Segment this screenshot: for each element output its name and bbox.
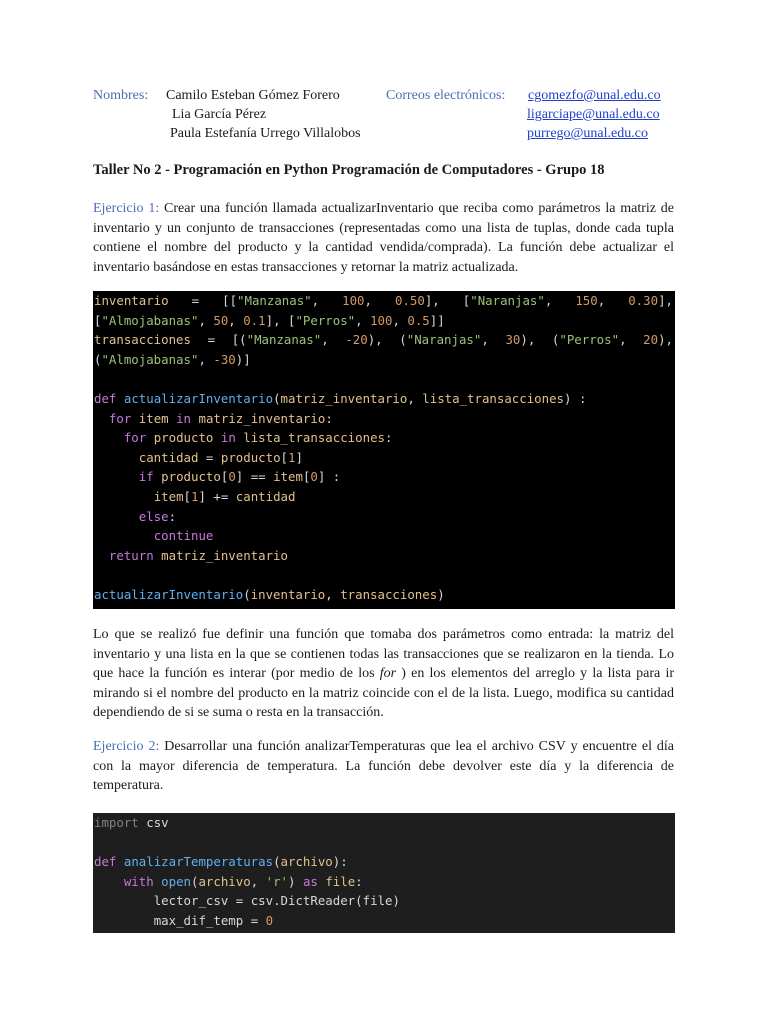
exercise-2-label: Ejercicio 2: <box>93 739 160 754</box>
code1-line-5 <box>94 369 673 389</box>
code1-line-4: ("Almojabanas", -30)] <box>94 351 251 367</box>
name-1: Camilo Esteban Gómez Forero <box>166 88 340 103</box>
code2-line-3: def analizarTemperaturas(archivo): <box>94 854 348 870</box>
code1-line-6: def actualizarInventario(matriz_inventario, lista_transacciones) : <box>94 390 587 406</box>
code1-line-2: ["Almojabanas", 50, 0.1], ["Perros", 100, 0.5]] <box>94 312 445 328</box>
exercise-1-text: Crear una función llamada actualizarInventario que reciba como parámetros la matriz de inventario y un conjunto de transacciones (representadas como una lista de tuplas, donde cada tupla contiene el nombre del producto y la cantidad vendida/comprada). La función debe actualizar el inventario basándose en estas transacciones y retornar la matriz actualizada. <box>93 201 675 275</box>
code-block-1 <box>93 291 675 609</box>
code1-line-11: item[1] += cantidad <box>153 488 296 504</box>
exercise-1-label: Ejercicio 1: <box>93 201 160 216</box>
code1-line-9: cantidad = producto[1] <box>138 449 303 465</box>
email-link-1[interactable]: cgomezfo@unal.edu.co <box>528 88 661 103</box>
code1-line-1: inventario = [["Manzanas", 100, 0.50], ["Naranjas", 150, 0.30], <box>94 293 673 308</box>
exercise-1-explanation: Lo que se realizó fue definir una función que tomaba dos parámetros como entrada: la matriz del inventario y una lista en la que se contienen todas las transacciones que se realizaron en la tienda. Lo que hace la función es interar (por medio de los for ) en los elementos del arreglo y la lista para ir mirando si el nombre del producto en la matriz coincide con el de la lista. Luego, modifica su cantidad dependiendo de si se suma o resta en la transacción. <box>93 627 675 721</box>
exercise-2-statement <box>93 737 674 796</box>
code1-line-16: actualizarInventario(inventario, transacciones) <box>94 586 445 602</box>
document-title: Taller No 2 - Programación en Python Programación de Computadores - Grupo 18 <box>93 162 605 178</box>
name-2: Lia García Pérez <box>172 107 267 122</box>
code1-line-14: return matriz_inventario <box>108 547 288 563</box>
code1-line-12: else: <box>138 508 177 524</box>
name-3: Paula Estefanía Urrego Villalobos <box>170 126 361 141</box>
code2-line-4: with open(archivo, 'r') as file: <box>123 873 363 889</box>
code2-line-6: max_dif_temp = 0 <box>153 912 274 928</box>
code1-line-15 <box>94 565 673 585</box>
exercise-2-text: Desarrollar una función analizarTemperaturas que lea el archivo CSV y encuentre el día con la mayor diferencia de temperatura. La función debe devolver este día y la diferencia de temperatura. <box>93 739 674 794</box>
code2-line-5: lector_csv = csv.DictReader(file) <box>153 893 400 909</box>
code2-line-2 <box>94 833 673 853</box>
names-label: Nombres: <box>93 88 149 103</box>
code1-line-3: transacciones = [("Manzanas", -20), ("Naranjas", 30), ("Perros", 20), <box>94 332 673 348</box>
names-row-1 <box>93 86 148 106</box>
code1-line-10: if producto[0] == item[0] : <box>138 469 341 485</box>
emails-label: Correos electrónicos: <box>386 88 506 103</box>
code1-line-7: for item in matriz_inventario: <box>108 410 333 426</box>
code2-line-1: import csv <box>94 815 169 830</box>
code1-line-13: continue <box>153 528 214 544</box>
email-link-2[interactable]: ligarciape@unal.edu.co <box>527 107 660 122</box>
for-keyword-emphasis: for <box>379 666 397 682</box>
exercise-1-statement <box>93 199 674 277</box>
code-block-2 <box>93 813 675 933</box>
code1-line-8: for producto in lista_transacciones: <box>123 430 393 446</box>
email-link-3[interactable]: purrego@unal.edu.co <box>527 126 648 141</box>
